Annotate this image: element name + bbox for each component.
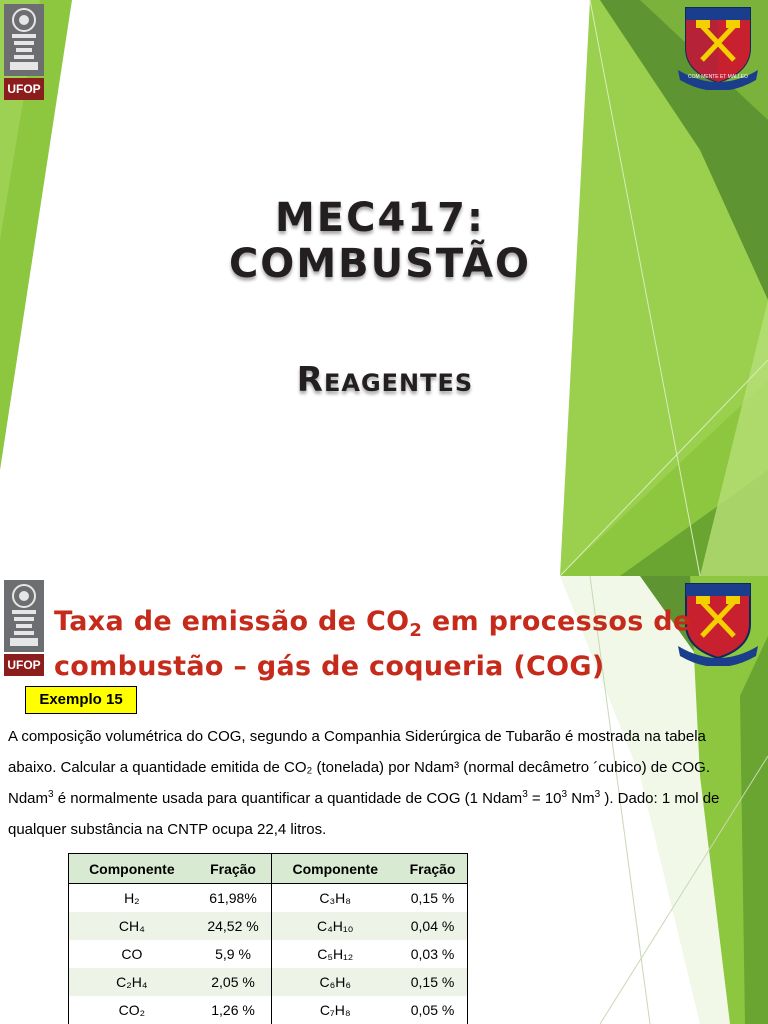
ufop-emblem-icon	[4, 4, 44, 76]
content-slide	[0, 576, 768, 1024]
table-row	[69, 912, 468, 940]
component-cell: CO	[69, 940, 195, 968]
superscript: 3	[48, 789, 54, 800]
component-cell: C₄H₁₀	[272, 912, 398, 940]
fraction-cell: 1,26 %	[195, 996, 272, 1024]
component-cell: C₅H₁₂	[272, 940, 398, 968]
fraction-cell: 0,03 %	[398, 940, 467, 968]
component-cell: C₇H₈	[272, 996, 398, 1024]
fraction-cell: 5,9 %	[195, 940, 272, 968]
crest-motto: COM MENTE ET MALLEO	[688, 74, 748, 80]
header-component: Componente	[272, 854, 398, 884]
ufop-label: UFOP	[4, 78, 44, 100]
ufop-label: UFOP	[4, 654, 44, 676]
table-row	[69, 968, 468, 996]
component-cell: C₆H₆	[272, 968, 398, 996]
paragraph-text: = 10	[527, 790, 562, 807]
fraction-cell: 0,04 %	[398, 912, 467, 940]
fraction-cell: 61,98%	[195, 884, 272, 913]
paragraph-text: ). Dado: 1 mol de qualquer substância na CNTP ocupa 22,4 litros.	[8, 790, 720, 838]
slide-title-subscript: 2	[409, 620, 423, 641]
fraction-cell: 2,05 %	[195, 968, 272, 996]
table-header-row	[69, 854, 468, 884]
slide-title-part1: Taxa de emissão de CO	[54, 606, 410, 637]
header-component: Componente	[69, 854, 195, 884]
fraction-cell: 0,15 %	[398, 884, 467, 913]
table-row	[69, 940, 468, 968]
header-fraction: Fração	[195, 854, 272, 884]
superscript: 3	[561, 789, 568, 800]
table-row	[69, 996, 468, 1024]
paragraph-text: A composição volumétrica do COG, segundo a Companhia Siderúrgica de Tubarão é mostrada na tabela abaixo. Calcular a quantidade emitida de CO₂ (tonelada) por Ndam³ (normal decâmetro ´cubico) de COG. Ndam	[8, 728, 710, 807]
component-cell: H₂	[69, 884, 195, 913]
header-fraction: Fração	[398, 854, 467, 884]
fraction-cell: 0,05 %	[398, 996, 467, 1024]
example-badge: Exemplo 15	[25, 686, 137, 714]
component-cell: C₃H₈	[272, 884, 398, 913]
paragraph-text: Nm	[567, 790, 595, 807]
composition-table	[68, 853, 468, 1024]
component-cell: C₂H₄	[69, 968, 195, 996]
component-cell: CO₂	[69, 996, 195, 1024]
fraction-cell: 24,52 %	[195, 912, 272, 940]
ufop-emblem-icon	[4, 580, 44, 652]
slide-title	[54, 604, 694, 685]
presentation-subtitle: Reagentes	[296, 360, 474, 400]
presentation-title: MEC417: COMBUSTÃO	[228, 195, 532, 287]
problem-statement	[8, 721, 758, 845]
fraction-cell: 0,15 %	[398, 968, 467, 996]
paragraph-text: é normalmente usada para quantificar a quantidade de COG (1 Ndam	[53, 790, 523, 807]
superscript: 3	[522, 789, 528, 800]
component-cell: CH₄	[69, 912, 195, 940]
superscript: 3	[594, 789, 601, 800]
table-row	[69, 884, 468, 913]
slide-title-part2: em processos de combustão – gás de coqueria (COG)	[54, 606, 692, 682]
